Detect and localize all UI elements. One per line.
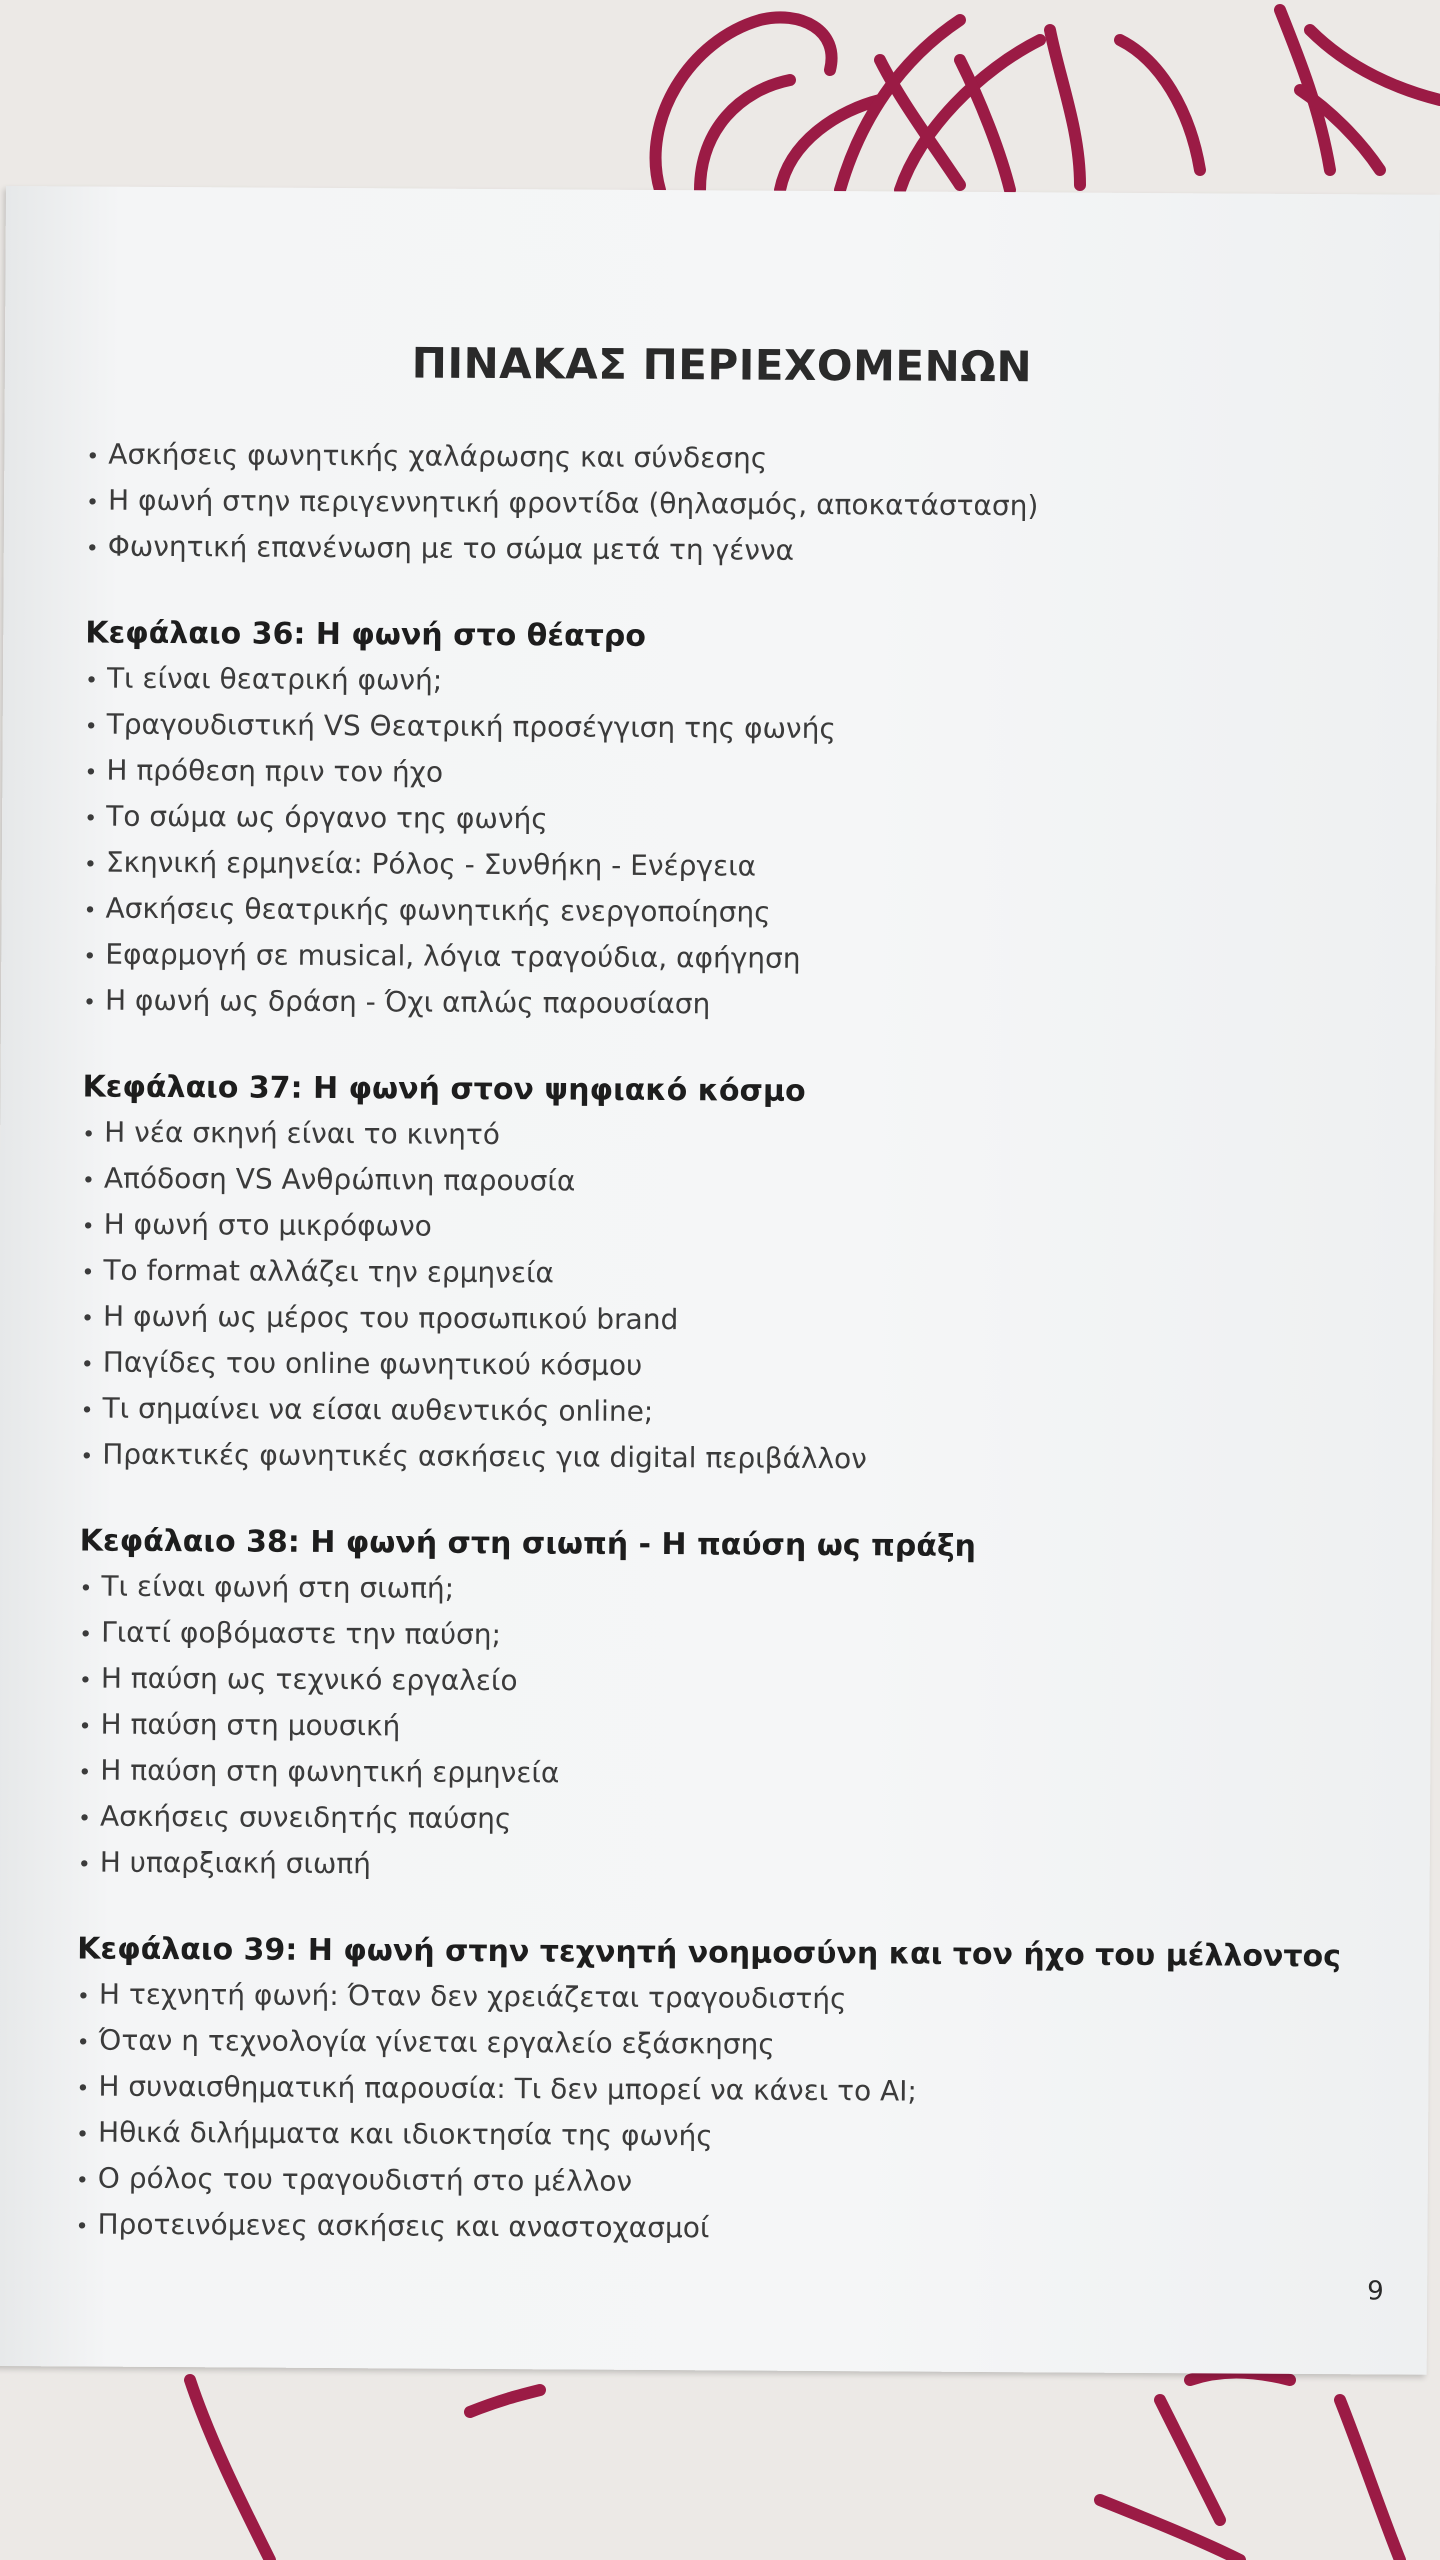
list-item: • Πρακτικές φωνητικές ασκήσεις για digital περιβάλλον <box>80 1432 1410 1486</box>
list-item: • Το format αλλάζει την ερμηνεία <box>81 1248 1411 1302</box>
list-item: • Τι είναι θεατρική φωνή; <box>85 656 1415 710</box>
list-item: • Ασκήσεις θεατρικής φωνητικής ενεργοποίησης <box>83 886 1413 940</box>
list-item: • Ηθικά διλήμματα και ιδιοκτησία της φωνής <box>76 2110 1406 2164</box>
chapter-section <box>83 610 1416 1032</box>
page-number: 9 <box>1367 2276 1384 2307</box>
book-page <box>0 186 1440 2375</box>
chapters-list <box>75 610 1415 2256</box>
list-item: • Γιατί φοβόμαστε την παύση; <box>79 1610 1409 1664</box>
list-item: • Η παύση ως τεχνικό εργαλείο <box>79 1656 1409 1710</box>
list-item: • Ο ρόλος του τραγουδιστή στο μέλλον <box>76 2156 1406 2210</box>
chapter-heading: Κεφάλαιο 36: Η φωνή στο θέατρο <box>85 615 646 654</box>
chapter-heading: Κεφάλαιο 39: Η φωνή στην τεχνητή νοημοσύνη και τον ήχο του μέλλοντος <box>77 1931 1342 1975</box>
list-item: • Εφαρμογή σε musical, λόγια τραγούδια, αφήγηση <box>83 932 1413 986</box>
chapter-heading: Κεφάλαιο 37: Η φωνή στον ψηφιακό κόσμο <box>82 1069 806 1109</box>
list-item: • Η φωνή στην περιγεννητική φροντίδα (θηλασμός, αποκατάσταση) <box>86 478 1416 532</box>
page-title: ΠΙΝΑΚΑΣ ΠΕΡΙΕΧΟΜΕΝΩΝ <box>411 338 1033 392</box>
table-of-contents <box>75 432 1416 2256</box>
list-item: • Τραγουδιστική VS Θεατρική προσέγγιση της φωνής <box>85 702 1415 756</box>
list-item: • Η φωνή στο μικρόφωνο <box>82 1202 1412 1256</box>
chapter-section <box>75 1926 1407 2256</box>
list-item: • Φωνητική επανένωση με το σώμα μετά τη γέννα <box>86 524 1416 578</box>
list-item: • Η φωνή ως δράση - Όχι απλώς παρουσίαση <box>83 978 1413 1032</box>
list-item: • Σκηνική ερμηνεία: Ρόλος - Συνθήκη - Ενέργεια <box>84 840 1414 894</box>
list-item: • Απόδοση VS Ανθρώπινη παρουσία <box>82 1156 1412 1210</box>
list-item: • Όταν η τεχνολογία γίνεται εργαλείο εξάσκησης <box>77 2018 1407 2072</box>
list-item: • Η πρόθεση πριν τον ήχο <box>84 748 1414 802</box>
list-item: • Η παύση στη φωνητική ερμηνεία <box>78 1748 1408 1802</box>
list-item: • Παγίδες του online φωνητικού κόσμου <box>81 1340 1411 1394</box>
list-item: • Η παύση στη μουσική <box>78 1702 1408 1756</box>
list-item: • Τι σημαίνει να είσαι αυθεντικός online; <box>80 1386 1410 1440</box>
intro-list <box>86 432 1417 578</box>
list-item: • Η συναισθηματική παρουσία: Τι δεν μπορεί να κάνει το AI; <box>76 2064 1406 2118</box>
list-item: • Η υπαρξιακή σιωπή <box>78 1840 1408 1894</box>
list-item: • Η φωνή ως μέρος του προσωπικού brand <box>81 1294 1411 1348</box>
list-item: • Προτεινόμενες ασκήσεις και αναστοχασμοί <box>75 2202 1405 2256</box>
list-item: • Το σώμα ως όργανο της φωνής <box>84 794 1414 848</box>
list-item: • Η τεχνητή φωνή: Όταν δεν χρειάζεται τραγουδιστής <box>77 1972 1407 2026</box>
chapter-section <box>78 1518 1410 1894</box>
list-item: • Η νέα σκηνή είναι το κινητό <box>82 1110 1412 1164</box>
chapter-section <box>80 1064 1413 1486</box>
chapter-heading: Κεφάλαιο 38: Η φωνή στη σιωπή - Η παύση ως πράξη <box>79 1523 977 1564</box>
list-item: • Ασκήσεις φωνητικής χαλάρωσης και σύνδεσης <box>86 432 1416 486</box>
list-item: • Ασκήσεις συνειδητής παύσης <box>78 1794 1408 1848</box>
list-item: • Τι είναι φωνή στη σιωπή; <box>79 1564 1409 1618</box>
